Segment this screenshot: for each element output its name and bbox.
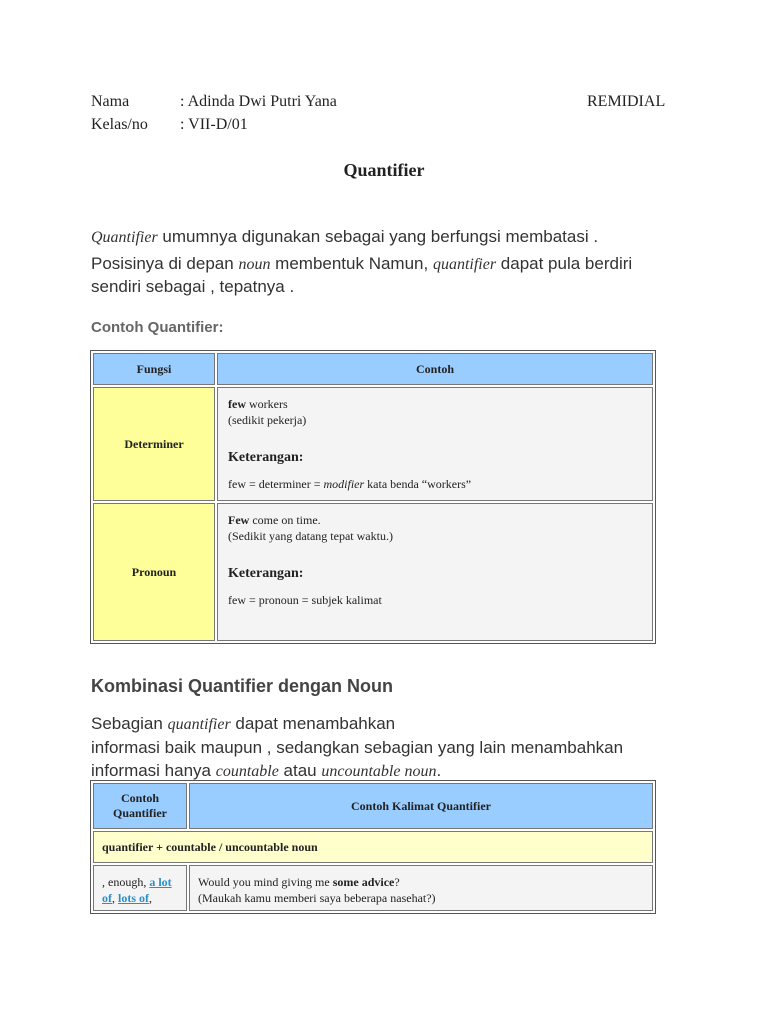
quantifier-cell bbox=[93, 865, 187, 911]
example-translation: (sedikit pekerja) bbox=[228, 413, 307, 427]
quantifier-combination-table bbox=[90, 780, 656, 914]
sentence-a: Would you mind giving me bbox=[198, 875, 333, 889]
para2-line-3-a: informasi hanya bbox=[91, 761, 216, 780]
para2-line-1 bbox=[91, 712, 691, 736]
para2-line-2: informasi baik maupun , sedangkan sebagian yang lain menambahkan bbox=[91, 738, 624, 757]
sentence-cell bbox=[189, 865, 653, 911]
keterangan-b: kata benda “workers” bbox=[364, 477, 472, 491]
page-title: Quantifier bbox=[343, 160, 425, 180]
example-rest: come on time. bbox=[249, 513, 321, 527]
col-contoh-header: Contoh bbox=[217, 353, 653, 385]
col-contoh-quantifier-header: Contoh Quantifier bbox=[93, 783, 187, 829]
lots-of-link[interactable]: lots of bbox=[118, 891, 149, 905]
para2-line-1-b: dapat menambahkan bbox=[230, 714, 396, 733]
para2-quantifier-italic: quantifier bbox=[167, 716, 231, 733]
intro-line-2-a: Posisinya di depan bbox=[91, 254, 239, 273]
example-bold: Few bbox=[228, 513, 250, 527]
para2-countable-italic: countable bbox=[215, 763, 279, 780]
example-sentence bbox=[198, 874, 644, 890]
contoh-cell bbox=[217, 503, 653, 641]
table-header-row bbox=[93, 353, 653, 385]
remidial-label: REMIDIAL bbox=[587, 93, 666, 110]
section-row bbox=[93, 831, 653, 863]
para2-uncountable-italic: uncountable noun bbox=[321, 763, 437, 780]
intro-paragraph bbox=[91, 226, 691, 298]
table-row bbox=[93, 865, 653, 911]
keterangan-italic: modifier bbox=[323, 477, 365, 491]
para2-line-3-b: atau bbox=[278, 761, 322, 780]
sentence-translation: (Maukah kamu memberi saya beberapa nasehat?) bbox=[198, 891, 436, 905]
section-label: quantifier + countable / uncountable noun bbox=[93, 831, 653, 863]
keterangan-text: few = pronoun = subjek kalimat bbox=[228, 593, 382, 607]
col-contoh-kalimat-header: Contoh Kalimat Quantifier bbox=[189, 783, 653, 829]
table-header-row bbox=[93, 783, 653, 829]
keterangan-label: Keterangan: bbox=[228, 450, 304, 465]
example-bold: few bbox=[228, 397, 246, 411]
name-value: : Adinda Dwi Putri Yana bbox=[180, 93, 337, 110]
table-row bbox=[93, 503, 653, 641]
intro-quantifier-italic-2: quantifier bbox=[432, 256, 497, 273]
example-line bbox=[228, 512, 642, 528]
intro-quantifier-italic: Quantifier bbox=[91, 229, 158, 246]
sentence-bold: some advice bbox=[332, 875, 395, 889]
fungsi-cell: Pronoun bbox=[93, 503, 215, 641]
quantifier-suffix: , bbox=[149, 891, 152, 905]
class-label: Kelas/no bbox=[91, 116, 148, 133]
col-fungsi-header: Fungsi bbox=[93, 353, 215, 385]
intro-line-2 bbox=[91, 253, 691, 276]
para2-line-3-end: . bbox=[436, 761, 442, 780]
keterangan-a: few = determiner = bbox=[228, 477, 324, 491]
sentence-b: ? bbox=[394, 875, 400, 889]
intro-line-3: sendiri sebagai , tepatnya . bbox=[91, 277, 295, 296]
class-value: : VII-D/01 bbox=[180, 116, 248, 133]
table-row bbox=[93, 387, 653, 501]
example-line bbox=[228, 396, 642, 412]
intro-line-1 bbox=[91, 226, 691, 249]
para2-line-1-a: Sebagian bbox=[91, 714, 168, 733]
intro-line-2-b: membentuk Namun, bbox=[270, 254, 433, 273]
keterangan-text bbox=[228, 476, 642, 492]
a-lot-of-link[interactable]: a lot of bbox=[102, 875, 172, 905]
intro-line-1-text: umumnya digunakan sebagai yang berfungsi membatasi . bbox=[157, 227, 599, 246]
kombinasi-heading: Kombinasi Quantifier dengan Noun bbox=[91, 676, 394, 696]
quantifier-separator: , bbox=[112, 891, 118, 905]
contoh-cell bbox=[217, 387, 653, 501]
name-label: Nama bbox=[91, 93, 130, 110]
example-rest: workers bbox=[246, 397, 288, 411]
kombinasi-paragraph bbox=[91, 712, 691, 783]
intro-noun-italic: noun bbox=[238, 256, 271, 273]
fungsi-cell: Determiner bbox=[93, 387, 215, 501]
keterangan-label: Keterangan: bbox=[228, 566, 304, 581]
intro-line-2-c: dapat pula berdiri bbox=[496, 254, 633, 273]
quantifier-prefix: , enough, bbox=[102, 875, 150, 889]
contoh-heading: Contoh Quantifier: bbox=[91, 319, 224, 336]
example-translation: (Sedikit yang datang tepat waktu.) bbox=[228, 529, 393, 543]
quantifier-function-table bbox=[90, 350, 656, 644]
